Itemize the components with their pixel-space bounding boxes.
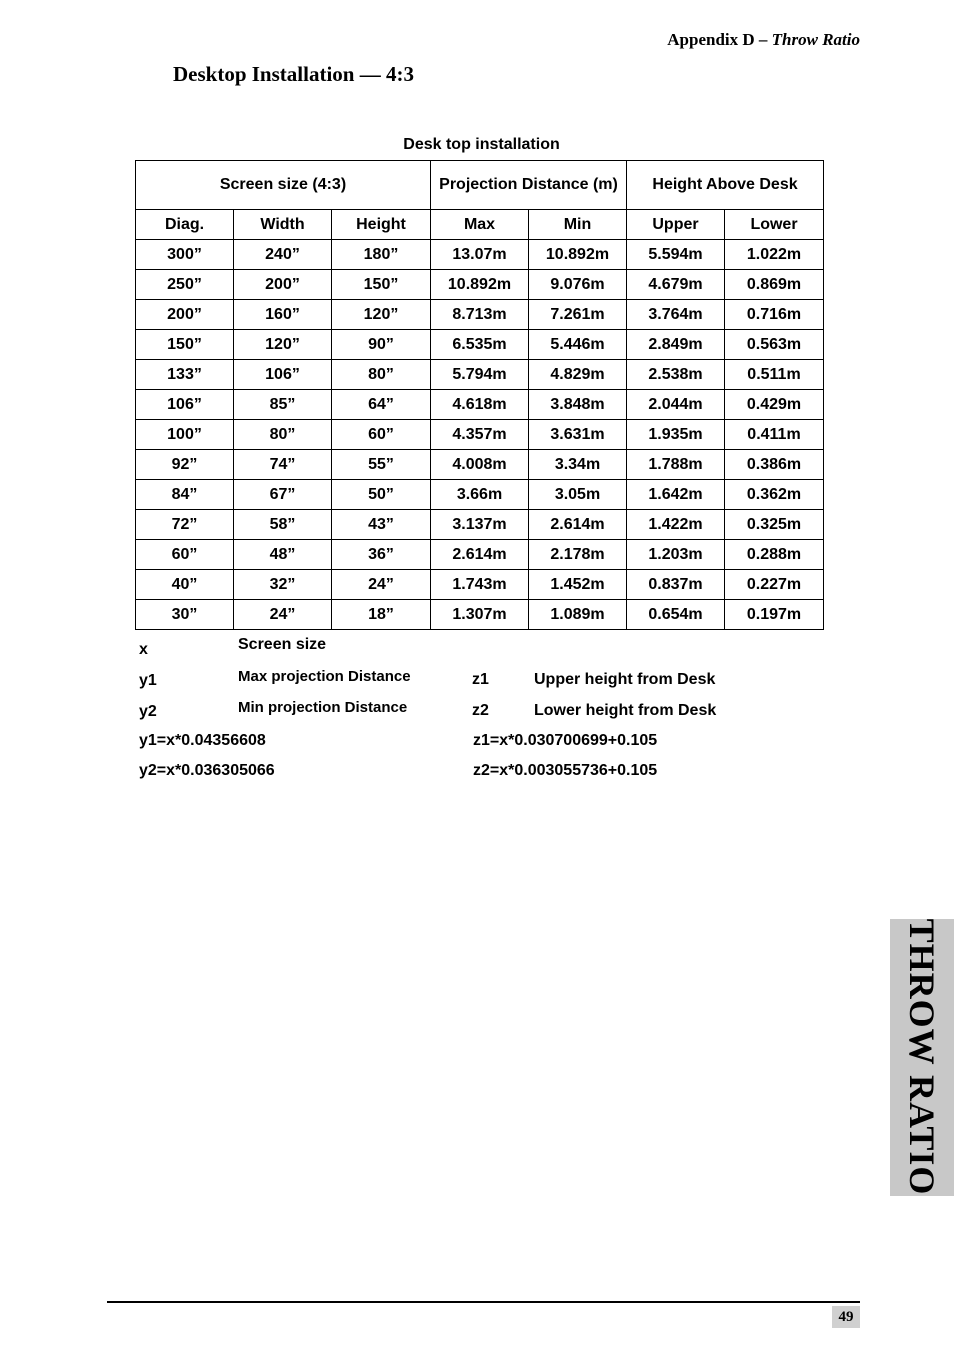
table-cell: 120” (234, 330, 332, 360)
table-cell: 2.044m (627, 390, 725, 420)
table-cell: 4.357m (431, 420, 529, 450)
table-row (136, 240, 824, 270)
table-cell: 0.869m (725, 270, 824, 300)
table-cell: 10.892m (529, 240, 627, 270)
table-cell: 10.892m (431, 270, 529, 300)
table-cell: 5.446m (529, 330, 627, 360)
section-title: Desktop Installation — 4:3 (173, 62, 414, 86)
table-row (136, 420, 824, 450)
table-row (136, 600, 824, 630)
col-header-upper: Upper (627, 210, 725, 240)
table-cell: 0.837m (627, 570, 725, 600)
table-cell: 36” (332, 540, 431, 570)
table-cell: 85” (234, 390, 332, 420)
table-cell: 1.642m (627, 480, 725, 510)
table-cell: 7.261m (529, 300, 627, 330)
table-row (136, 570, 824, 600)
table-cell: 2.538m (627, 360, 725, 390)
col-header-min: Min (529, 210, 627, 240)
table-cell: 2.614m (431, 540, 529, 570)
table-cell: 2.614m (529, 510, 627, 540)
table-cell: 1.307m (431, 600, 529, 630)
table-cell: 0.362m (725, 480, 824, 510)
table-column-header-row (136, 210, 824, 240)
legend-z1-desc: Upper height from Desk (534, 671, 716, 688)
table-cell: 106” (234, 360, 332, 390)
running-header (667, 30, 860, 50)
table-cell: 67” (234, 480, 332, 510)
table-cell: 300” (136, 240, 234, 270)
table-cell: 133” (136, 360, 234, 390)
table-cell: 3.05m (529, 480, 627, 510)
formula-z2: z2=x*0.003055736+0.105 (473, 762, 658, 779)
table-cell: 60” (136, 540, 234, 570)
table-cell: 1.422m (627, 510, 725, 540)
legend-y1-desc: Max projection Distance (238, 668, 411, 685)
header-projection-distance-text: Projection Distance (m) (439, 176, 618, 193)
header-height-above-desk: Height Above Desk (627, 161, 824, 210)
table-row (136, 450, 824, 480)
table-row (136, 480, 824, 510)
table-cell: 84” (136, 480, 234, 510)
table-cell: 55” (332, 450, 431, 480)
table-cell: 106” (136, 390, 234, 420)
table-row (136, 390, 824, 420)
table-cell: 40” (136, 570, 234, 600)
footer-rule (107, 1301, 860, 1303)
table-cell: 1.935m (627, 420, 725, 450)
header-screen-size: Screen size (4:3) (136, 161, 431, 210)
legend-z2-symbol: z2 (472, 702, 489, 719)
table-cell: 0.511m (725, 360, 824, 390)
table-cell: 9.076m (529, 270, 627, 300)
appendix-section-name: Throw Ratio (771, 30, 860, 49)
table-cell: 50” (332, 480, 431, 510)
table-cell: 1.788m (627, 450, 725, 480)
table-cell: 64” (332, 390, 431, 420)
table-cell: 5.794m (431, 360, 529, 390)
table-cell: 0.227m (725, 570, 824, 600)
table-cell: 4.679m (627, 270, 725, 300)
table-cell: 4.829m (529, 360, 627, 390)
table-cell: 200” (234, 270, 332, 300)
table-cell: 3.764m (627, 300, 725, 330)
table-cell: 8.713m (431, 300, 529, 330)
formula-z1: z1=x*0.030700699+0.105 (473, 732, 658, 749)
legend-y1-symbol: y1 (139, 672, 157, 689)
table-cell: 3.848m (529, 390, 627, 420)
table-cell: 80” (234, 420, 332, 450)
table-cell: 72” (136, 510, 234, 540)
table-cell: 30” (136, 600, 234, 630)
side-tab-label: THROW RATIO (902, 918, 942, 1196)
table-row (136, 300, 824, 330)
table-cell: 90” (332, 330, 431, 360)
table-cell: 200” (136, 300, 234, 330)
table-cell: 1.089m (529, 600, 627, 630)
table-row (136, 510, 824, 540)
col-header-diag: Diag. (136, 210, 234, 240)
table-cell: 2.178m (529, 540, 627, 570)
table-cell: 0.197m (725, 600, 824, 630)
table-row (136, 540, 824, 570)
table-cell: 0.411m (725, 420, 824, 450)
table-cell: 0.716m (725, 300, 824, 330)
page-number: 49 (832, 1306, 860, 1328)
table-cell: 100” (136, 420, 234, 450)
table-cell: 250” (136, 270, 234, 300)
table-cell: 160” (234, 300, 332, 330)
table-cell: 6.535m (431, 330, 529, 360)
table-cell: 3.631m (529, 420, 627, 450)
table-cell: 1.743m (431, 570, 529, 600)
table-cell: 4.008m (431, 450, 529, 480)
formula-y2: y2=x*0.036305066 (139, 762, 275, 779)
table-cell: 1.203m (627, 540, 725, 570)
legend-y2-desc: Min projection Distance (238, 699, 408, 716)
legend-x-symbol: x (139, 641, 148, 658)
table-cell: 80” (332, 360, 431, 390)
header-projection-distance (431, 161, 627, 210)
table-cell: 2.849m (627, 330, 725, 360)
table-cell: 32” (234, 570, 332, 600)
col-header-lower: Lower (725, 210, 824, 240)
table-cell: 60” (332, 420, 431, 450)
table-cell: 0.288m (725, 540, 824, 570)
table-cell: 58” (234, 510, 332, 540)
table-row (136, 270, 824, 300)
table-group-header-row (136, 161, 824, 210)
table-cell: 150” (332, 270, 431, 300)
table-cell: 24” (332, 570, 431, 600)
table-row (136, 330, 824, 360)
legend-z2-desc: Lower height from Desk (534, 702, 717, 719)
throw-ratio-table (135, 160, 824, 630)
side-tab (890, 919, 954, 1196)
table-cell: 13.07m (431, 240, 529, 270)
table-cell: 24” (234, 600, 332, 630)
legend-x-desc: Screen size (238, 636, 327, 653)
table-cell: 180” (332, 240, 431, 270)
table-caption: Desk top installation (403, 136, 560, 153)
table-cell: 240” (234, 240, 332, 270)
formula-y1: y1=x*0.04356608 (139, 732, 266, 749)
table-cell: 3.66m (431, 480, 529, 510)
table-cell: 48” (234, 540, 332, 570)
table-cell: 150” (136, 330, 234, 360)
table-cell: 0.654m (627, 600, 725, 630)
table-cell: 74” (234, 450, 332, 480)
table-cell: 0.563m (725, 330, 824, 360)
table-cell: 0.429m (725, 390, 824, 420)
legend-z1-symbol: z1 (472, 671, 489, 688)
legend-y2-symbol: y2 (139, 703, 157, 720)
col-header-width: Width (234, 210, 332, 240)
col-header-height: Height (332, 210, 431, 240)
col-header-max: Max (431, 210, 529, 240)
table-cell: 5.594m (627, 240, 725, 270)
table-cell: 1.022m (725, 240, 824, 270)
appendix-label: Appendix D – (667, 30, 772, 49)
table-cell: 3.137m (431, 510, 529, 540)
table-row (136, 360, 824, 390)
table-cell: 120” (332, 300, 431, 330)
table-cell: 18” (332, 600, 431, 630)
table-cell: 92” (136, 450, 234, 480)
table-cell: 0.386m (725, 450, 824, 480)
table-cell: 4.618m (431, 390, 529, 420)
table-cell: 3.34m (529, 450, 627, 480)
table-cell: 0.325m (725, 510, 824, 540)
table-cell: 43” (332, 510, 431, 540)
table-cell: 1.452m (529, 570, 627, 600)
